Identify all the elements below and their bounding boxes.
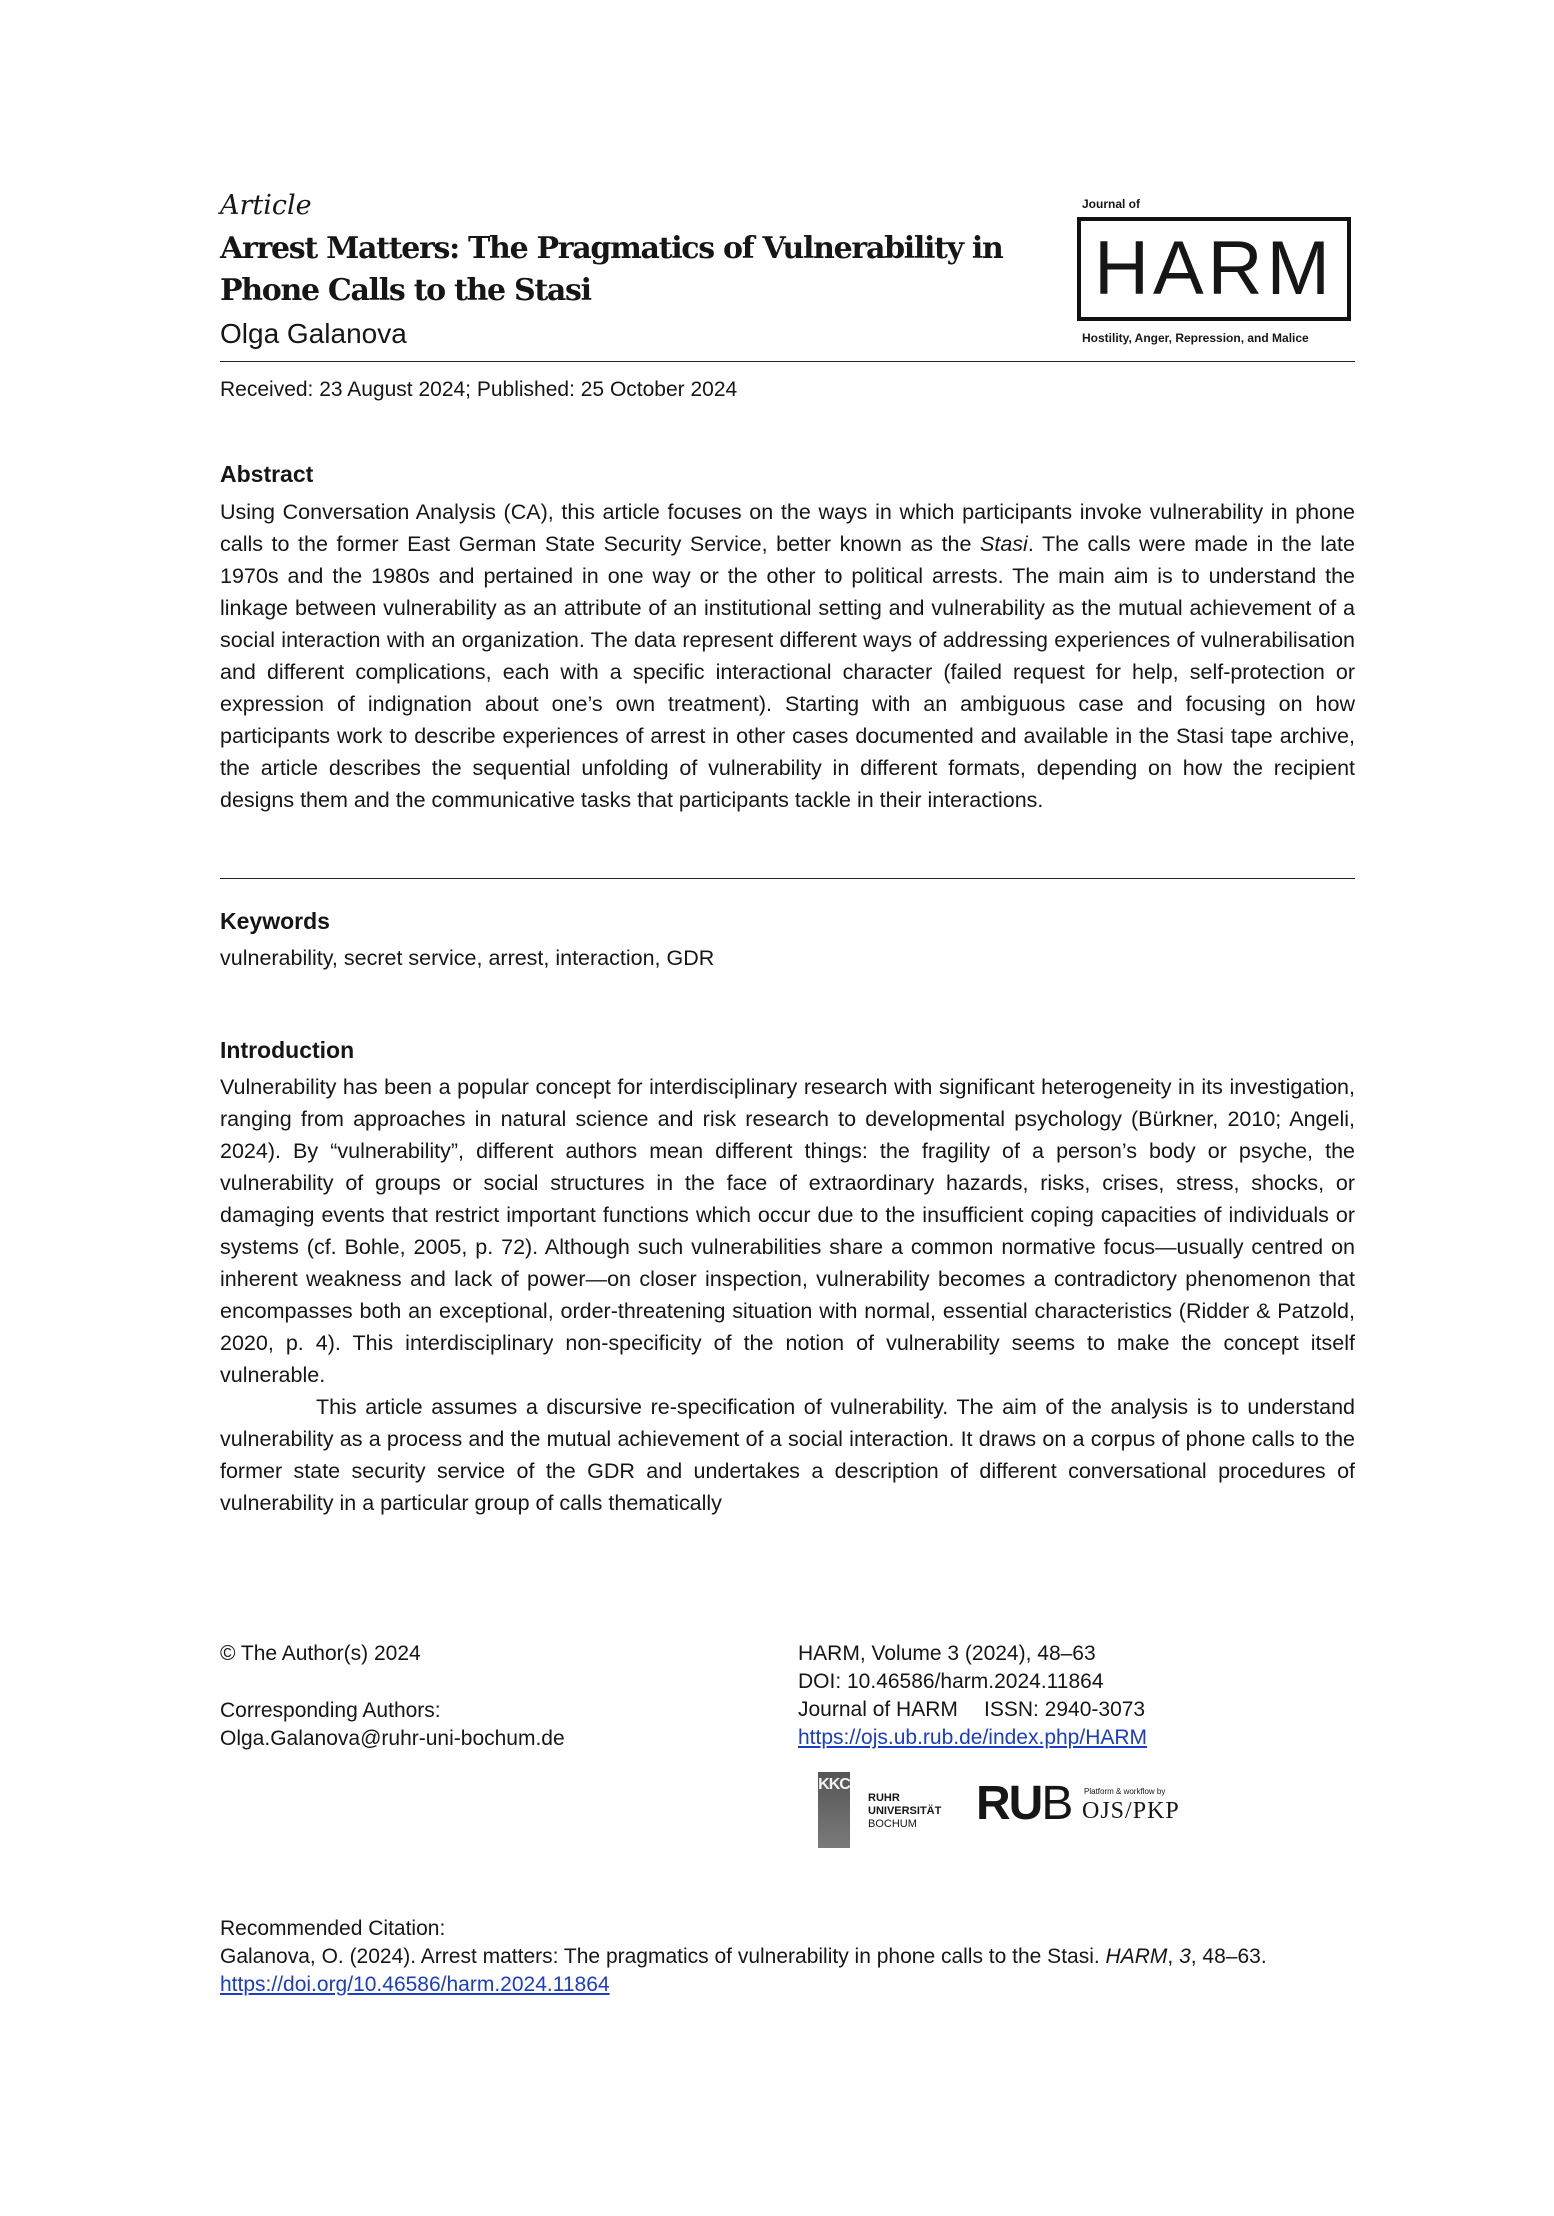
article-title-line-1: Arrest Matters: The Pragmatics of Vulnerability in (220, 231, 1003, 266)
header-divider (220, 361, 1355, 362)
rub-logo (976, 1777, 1072, 1830)
issn-text: ISSN: 2940-3073 (984, 1698, 1146, 1721)
citation-volume: 3 (1179, 1945, 1191, 1968)
citation-text-part: Galanova, O. (2024). Arrest matters: The pragmatics of vulnerability in phone calls to the Stasi. (220, 1945, 1106, 1968)
logo-harm-text: HARM (1094, 226, 1334, 311)
doi-text: DOI: 10.46586/harm.2024.11864 (798, 1670, 1104, 1693)
ruhr-line-3: BOCHUM (868, 1818, 917, 1830)
ruhr-university-logo (868, 1792, 941, 1831)
ruhr-line-2: UNIVERSITÄT (868, 1805, 942, 1817)
rub-logo-bold: RU (976, 1777, 1042, 1830)
abstract-heading: Abstract (220, 461, 314, 487)
kkc-logo-text: KKC (818, 1776, 850, 1793)
article-title (220, 228, 1003, 312)
abstract-text-part-2: . The calls were made in the late 1970s and the 1980s and pertained in one way or the other to political arrests. The main aim is to understand the linkage between vulnerability as an attribute of an institutional setting and vulnerability as the mutual achievement of a social interaction with an organization. The data represent different ways of addressing experiences of vulnerabilisation and different complications, each with a specific interactional character (failed request for help, self-protection or expression of indignation about one’s own treatment). Starting with an ambiguous case and focusing on how participants work to describe experiences of arrest in other cases documented and available in the Stasi tape archive, the article describes the sequential unfolding of vulnerability in different formats, depending on how the recipient designs them and the communicative tasks that participants tackle in their interactions. (220, 532, 1355, 812)
logo-tagline: Hostility, Anger, Repression, and Malice (1082, 331, 1309, 345)
ojs-tagline: Platform & workflow by (1084, 1787, 1166, 1796)
keywords-text: vulnerability, secret service, arrest, interaction, GDR (220, 946, 715, 970)
logo-journal-of: Journal of (1082, 197, 1141, 211)
journal-volume: HARM, Volume 3 (2024), 48–63 (798, 1642, 1096, 1665)
ruhr-line-1: RUHR (868, 1792, 900, 1804)
abstract-text (220, 496, 1355, 816)
citation-pages: , 48–63. (1190, 1945, 1267, 1968)
introduction-text (220, 1071, 1355, 1519)
recommended-citation-label: Recommended Citation: (220, 1917, 446, 1940)
copyright-notice: © The Author(s) 2024 (220, 1642, 421, 1665)
article-type-label: Article (220, 190, 312, 221)
abstract-text-part-1: Using Conversation Analysis (CA), this article focuses on the ways in which participants invoke vulnerability in phone calls to the former East German State Security Service, better known as the (220, 500, 1355, 556)
recommended-citation-text (220, 1943, 1355, 1999)
introduction-paragraph-2: This article assumes a discursive re-specification of vulnerability. The aim of the analysis is to understand vulnerability as a process and the mutual achievement of a social interaction. It draws on a corpus of phone calls to the former state security service of the GDR and undertakes a description of different conversational procedures of vulnerability in a particular group of calls thematically (220, 1395, 1355, 1515)
keywords-heading: Keywords (220, 908, 330, 934)
rub-logo-light: B (1041, 1777, 1072, 1830)
journal-name: Journal of HARM (798, 1698, 958, 1721)
citation-separator: , (1167, 1945, 1180, 1968)
publication-dates: Received: 23 August 2024; Published: 25 October 2024 (220, 378, 738, 401)
abstract-divider (220, 878, 1355, 879)
journal-url-link[interactable]: https://ojs.ub.rub.de/index.php/HARM (798, 1726, 1148, 1749)
introduction-paragraph-1: Vulnerability has been a popular concept for interdisciplinary research with significant heterogeneity in its investigation, ranging from approaches in natural science and risk research to developmental psychology (Bürkner, 2010; Angeli, 2024). By “vulnerability”, different authors mean different things: the fragility of a person’s body or psyche, the vulnerability of groups or social structures in the face of extraordinary hazards, risks, crises, stress, shocks, or damaging events that restrict important functions which occur due to the insufficient coping capacities of individuals or systems (cf. Bohle, 2005, p. 72). Although such vulnerabilities share a common normative focus—usually centred on inherent weakness and lack of power—on closer inspection, vulnerability becomes a contradictory phenomenon that encompasses both an exceptional, order-threatening situation with normal, essential characteristics (Ridder & Patzold, 2020, p. 4). This interdisciplinary non-specificity of the notion of vulnerability seems to make the concept itself vulnerable. (220, 1075, 1355, 1387)
corresponding-author-email[interactable]: Olga.Galanova@ruhr-uni-bochum.de (220, 1727, 565, 1750)
citation-journal: HARM (1105, 1945, 1168, 1968)
journal-logo (1077, 217, 1351, 321)
abstract-stasi-italic: Stasi (980, 532, 1028, 556)
citation-doi-link[interactable]: https://doi.org/10.46586/harm.2024.11864 (220, 1973, 610, 1996)
ojs-pkp-logo: OJS/PKP (1082, 1798, 1180, 1824)
article-title-line-2: Phone Calls to the Stasi (220, 273, 591, 308)
corresponding-authors-label: Corresponding Authors: (220, 1699, 441, 1722)
author-name: Olga Galanova (220, 318, 407, 349)
introduction-heading: Introduction (220, 1037, 355, 1063)
